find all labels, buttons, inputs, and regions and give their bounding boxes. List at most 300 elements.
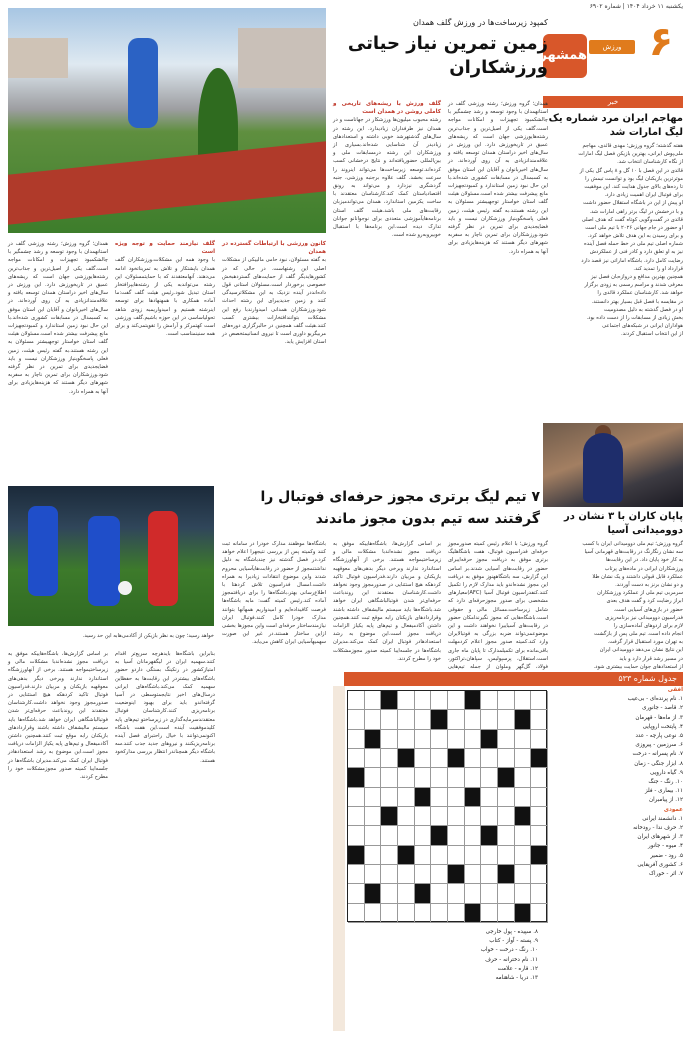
crossword-cell[interactable] [431,846,448,865]
text-line: به شهرهای دیگر هستند که هزینه‌های [448,232,549,247]
football-photo [8,486,214,626]
text-line: فدراسیون فوتبال تاکید کرده [8,683,108,699]
crossword-cell[interactable] [398,768,415,787]
crossword-cell[interactable] [348,691,365,710]
text-line: با وجود همه این مشکلات، [152,257,215,264]
crossword-cell[interactable] [398,826,415,845]
text-line: معیارهای مشخصی برای صدور مجوز [448,590,548,605]
crossword-cell[interactable] [365,826,382,845]
crossword-cell[interactable] [415,846,432,865]
crossword-cell[interactable] [365,710,382,729]
text-line: باشگاه‌ها باید سیستم مالی [8,716,109,731]
text-line: برگزاری دوره‌های مربیگری [222,323,326,338]
text-line: سرمربی تیم ملی از عملکرد ورزشکاران [596,590,683,597]
text-line: رشد خوبی داشته و استعدادهای زیادی [333,133,441,149]
crossword-cell[interactable] [365,807,382,826]
crossword-cell[interactable] [498,865,515,884]
text-line: باشگاه‌ها باید سیستم مالی [376,606,433,613]
text-line: به تهران مورد استقبال قرار گرفت. [607,639,683,646]
crossword-cell[interactable] [448,865,465,884]
crossword-cell[interactable] [381,768,398,787]
text-line: همچنین داشتن آکادمی [8,733,108,748]
column-subhead: گلف نیازمند حمایت و توجه ویژه است [115,241,215,256]
crossword-cell[interactable] [498,710,515,729]
crossword-cell[interactable] [415,730,432,749]
article-column-1 [448,100,548,472]
crossword-cell[interactable] [398,807,415,826]
crossword-cell[interactable] [415,788,432,807]
crossword-cell[interactable] [381,691,398,710]
crossword-cell[interactable] [348,749,365,768]
crossword-cell[interactable] [381,730,398,749]
crossword-cell[interactable] [448,904,465,923]
crossword-cell[interactable] [465,749,482,768]
crossword-cell[interactable] [365,884,382,903]
crossword-cell[interactable] [415,807,432,826]
text-line: معتقدند که با حمایت [144,273,188,280]
text-line: دیگر گلف از حمایت‌های گسترده [233,273,308,280]
text-line: ورزشی جهان است که ریشه‌های عمیق در تاریخ [8,273,108,289]
crossword-cell[interactable] [465,788,482,807]
side-body-1 [543,142,683,414]
article-column-5 [8,240,108,472]
crossword-cell[interactable] [515,904,532,923]
text-line: ورزشگاه استاندارد ندارند و [8,667,108,682]
text-line: و برای رسیدن به این هدف تلاش خواهد کرد. [587,233,683,240]
text-line: از استعدادهای جوان حمایت بیشتری شود. [593,663,683,670]
crossword-cell[interactable] [415,884,432,903]
crossword-cell[interactable] [515,710,532,729]
crossword-cell[interactable] [481,730,498,749]
text-line: برای فصل آینده برنامه‌ریزی [115,733,215,748]
text-line: وضعیت برنامه‌ریزی کنند. [115,700,215,715]
crossword-cell[interactable] [498,884,515,903]
crossword-cell[interactable] [381,826,398,845]
text-line: خواهد شد. کارشناسان عملکرد قائدی را [597,290,683,297]
article-title: زمین تمرین نیاز حیاتی ورزشکاران [347,33,548,78]
clue-item: ۱۲. قاره - علامت [497,965,538,972]
crossword-cell[interactable] [348,788,365,807]
crossword-cell[interactable] [465,710,482,729]
text-line: رشته محبوب میلیون‌ها ورزشکار در جهان [354,117,441,124]
text-line: مجوز آماده کند. [222,590,326,605]
crossword-cell[interactable] [431,730,448,749]
text-line: که هیچ استثنایی در صدور [373,582,431,589]
text-line: مسئولان استانی قول داده‌اند [222,282,326,297]
crossword-cell[interactable] [448,691,465,710]
text-line: مدیران باشگاه‌ها در جلسه‌ای [8,757,108,772]
text-line: استان همدان توسعه یافته و علاقه‌مندان [448,150,548,165]
crossword-cell[interactable] [415,826,432,845]
crossword-cell[interactable] [415,691,432,710]
crossword-cell[interactable] [348,807,365,826]
text-line: با این حال نبود زمین استاندارد و کمبود [448,174,548,190]
crossword-cell[interactable] [348,846,365,865]
crossword-cell[interactable] [431,788,448,807]
text-line: ورزشکاران همدانی امیدوارند [247,306,315,313]
crossword-cell[interactable] [398,904,415,923]
crossword-side-strip [333,686,345,1031]
text-line: بخش زیادی از مسابقات را از دست داده بود. [586,314,683,321]
crossword-cell[interactable] [498,807,515,826]
crossword-cell[interactable] [398,846,415,865]
crossword-cell[interactable] [448,884,465,903]
text-line: معرفی شدند و مراسم رسمی به زودی برگزار [584,282,683,289]
crossword-cell[interactable] [381,788,398,807]
crossword-cell[interactable] [348,710,365,729]
text-line: این نتایج نشان می‌دهد دوومیدانی ایران [599,647,683,654]
crossword-cell[interactable] [365,865,382,884]
crossword-cell[interactable] [498,788,515,807]
news-tag: خبر [543,96,683,108]
crossword-cell[interactable] [515,691,532,710]
crossword-cell[interactable] [498,749,515,768]
crossword-cell[interactable] [481,826,498,845]
crossword-cell[interactable] [481,749,498,768]
text-line: و داوری است تا نیروی انسانی [247,331,311,338]
text-line: و تیم‌های پایه کلید [115,716,215,731]
crossword-cell[interactable] [415,904,432,923]
text-line: گلف ورزشی است که [115,314,215,330]
text-line: پرافتخار استان تبدیل شود. [115,282,215,297]
crossword-cell[interactable] [448,710,465,729]
clue-item: ۵. نوعی پارچه - عدد [635,733,683,740]
crossword-cell[interactable] [415,749,432,768]
football-column-3 [222,540,326,1030]
text-line: رشته هستیم و امیدواریم [150,306,211,313]
text-line: تجهیزات مانع پیشرفت بیشتر شده است. [8,323,109,338]
crossword-cell[interactable] [515,884,532,903]
text-line: بر اساس این گزارش، سه باشگاه [448,565,548,580]
text-line: او در فصل گذشته به دلیل مصدومیت [603,306,683,313]
crossword-cell[interactable] [448,788,465,807]
crossword-cell[interactable] [448,749,465,768]
crossword-cell[interactable] [348,904,365,923]
crossword-header [344,672,683,686]
crossword-cell[interactable] [398,788,415,807]
text-line: ایران وارد کند. [448,631,548,646]
text-line: باعث حرفه‌ای‌تر شدن فوتبال [8,708,108,723]
crossword-cell[interactable] [448,807,465,826]
crossword-cell[interactable] [381,749,398,768]
text-line: سهمیه ایران در لیگ [155,659,206,666]
crossword-cell[interactable] [381,846,398,865]
text-line: سه باشگاه دیگر همچنان [115,741,215,756]
crossword-title: جدول شماره ۵۳۳ [618,674,677,683]
crossword-cell[interactable] [481,865,498,884]
crossword-cell[interactable] [481,807,498,826]
crossword-cell[interactable] [365,846,382,865]
crossword-cell[interactable] [515,865,532,884]
text-line: را اعلام خواهد کرد. [222,549,326,564]
crossword-cell[interactable] [515,788,532,807]
text-line: مدارک تا پایان ماه جاری است. [448,647,548,662]
crossword-cell[interactable] [481,846,498,865]
text-line: در فوتبال ایران کمک می‌کند. [8,749,108,764]
text-line: دارد. این رشته در سال‌های گذشته [333,125,441,140]
crossword-cell[interactable] [431,749,448,768]
text-line: موفقیت آینده است. [156,724,207,731]
text-line: آسیایی ایران کاهش می‌یابد. [252,639,313,646]
text-line: و دو نشان برنز به دست آوردند. [615,581,683,588]
crossword-cell[interactable] [481,691,498,710]
newspaper-logo: همشهری [543,34,587,78]
crossword-cell[interactable] [398,749,415,768]
column-subhead: کانون ورزشی با ارتباطات گسترده در همدان [222,241,326,256]
crossword-cell[interactable] [365,768,382,787]
clue-item: ۱۲. از پیامبران [649,797,683,804]
text-line: جدیدی برای تمرین در نظر گرفته شود. [448,224,548,239]
text-line: داده‌ایم و امیدواریم همه [244,606,301,613]
crossword-cell[interactable] [465,691,482,710]
text-line: رضایت کامل دارد. باشگاه اماراتی نیز قصد دارد [581,257,683,264]
text-line: حضور در بازی‌های آسیایی است. [613,606,683,613]
crossword-cell[interactable] [365,749,382,768]
text-line: را کامل کنند. [254,614,296,621]
column-subhead: گلف ورزش با ریشه‌های تاریخی و کاملی روشن در همدان است [333,101,441,116]
crossword-cell[interactable] [348,884,365,903]
crossword-cell[interactable] [431,710,448,729]
crossword-cell[interactable] [448,846,465,865]
crossword-cell[interactable] [398,710,415,729]
text-line: خود هستند. [115,749,215,764]
text-line: کارشناسان معتقدند با ساخت یک [333,191,441,206]
text-line: استقلال، پرسپولیس، سپاهان، [464,655,536,662]
text-line: می‌تواند ضربه بزرگی به فوتبال [457,631,533,638]
crossword-cell[interactable] [348,730,365,749]
crossword-cell[interactable] [381,904,398,923]
crossword-cell[interactable] [498,904,515,923]
text-line: ملی‌پوش ایرانی، بهترین بازیکن فصل لیگ امارات [578,151,683,158]
text-line: روند را سرعت بخشد. گلف علاوه بر [333,166,441,181]
crossword-cell[interactable] [381,807,398,826]
text-line: در مسیر رشد قرار دارد و باید [619,655,683,662]
clue-item: ۴. میوه - جانور [648,843,683,850]
text-line: گروه ورزش؛ با اعلام رئیس کمیته صدور [459,541,548,547]
text-line: هرچه سریع‌تر اقدام کنند. [115,651,215,666]
crossword-cell[interactable] [348,768,365,787]
clue-heading: افقی [667,687,683,693]
crossword-cell[interactable] [381,710,398,729]
crossword-cell[interactable] [365,904,382,923]
text-line: مسئولان هیئت گلف استان خواستار توجه [8,331,108,346]
crossword-cell[interactable] [398,884,415,903]
text-line: ورزش دارد. این ورزش در سال‌های اخیر در [8,282,108,297]
text-line: ملوان از جمله تیم‌هایی [448,664,509,671]
text-line: را در سامانه ثبت کنند و [222,541,327,556]
crossword-cell[interactable] [348,826,365,845]
crossword-cell[interactable] [398,691,415,710]
text-line: انجام داده است. تیم ملی پس از بازگشت [594,631,683,638]
text-line: آموزشی متعددی برای نوجوانان [353,215,423,222]
crossword-cell[interactable] [465,846,482,865]
text-line: با مشکلات مالی و زیرساختی [333,549,441,564]
football-column-4 [115,650,215,1030]
text-line: به شهرهای دیگر هستند که هزینه‌های [8,372,109,387]
crossword-cell[interactable] [515,846,532,865]
clue-item: ۶. کشوری آفریقایی [637,861,683,868]
crossword-cell[interactable] [498,826,515,845]
crossword-cell[interactable] [498,768,515,787]
crossword-cell[interactable] [515,807,532,826]
text-line: قائدی در گفت‌وگویی کوتاه گفت که هدف اصلی [581,216,683,223]
crossword-cell[interactable] [515,826,532,845]
text-line: مشکلات خود را مطرح کردند. [333,647,441,662]
text-line: این مجوزها بخشی از [222,623,326,638]
text-line: ورزشکاران برای تمرین ناچار به سفر [452,232,537,239]
crossword-cell[interactable] [431,807,448,826]
text-line: را به همراه داشت. [222,573,326,589]
crossword-cell[interactable] [431,865,448,884]
clue-item: ۹. پسته - آواز - کتاب [489,938,538,945]
text-line: شماره اصلی تیم ملی در خط حمله فصل آینده [584,241,683,248]
crossword-cell[interactable] [465,826,482,845]
text-line: افتخارات بیشتری کسب کنند. [222,314,326,330]
football-column-2 [333,540,441,666]
text-line: باشگاه به دلیل نداشتن [222,557,326,572]
text-line: کنند و نیروهای جدید جذب کنند. [122,741,194,748]
text-line: قرارداد او را تمدید کند. [633,265,683,272]
text-line: با رفع این مشکلات بتوانند [222,306,327,321]
crossword-cell[interactable] [481,904,498,923]
crossword-cell[interactable] [431,826,448,845]
text-line: این موضوع به رشد استعدادها [333,631,441,646]
text-line: فعال و تیم‌های پایه یکی [47,741,96,748]
text-line: ساختار حرفه‌ای است و [261,623,312,630]
crossword-cell[interactable] [515,768,532,787]
crossword-cell[interactable] [398,730,415,749]
crossword-cell[interactable] [498,846,515,865]
text-line: زیادی به آن روی آورده‌اند. در سال‌های اخیر [8,298,108,313]
crossword-cell[interactable] [365,691,382,710]
crossword-clues [545,686,683,1031]
text-line: می‌توانند با خیال راحت [153,733,206,740]
text-line: بسیاری از ورزشکاران این رشته در [333,142,441,157]
text-line: هیئت گلف استان برنامه‌های [333,207,441,222]
text-line: تا با اطلاع‌رسانی بهتر، [222,582,327,597]
text-line: آنها بتوانند مدارک خود [222,606,327,621]
crossword-cell[interactable] [431,884,448,903]
text-line: فوتبال ایران نیازمند [222,614,326,630]
clue-item: ۳. از شهرهای ایران [637,834,683,841]
crossword-cell[interactable] [515,749,532,768]
text-line: این موضوع انتقادات زیادی [249,573,309,580]
crossword-cell[interactable] [415,865,432,884]
text-line: به گفته رئیس هیئت، زمین فعلی پاسخگوی [448,207,548,222]
crossword-cell[interactable] [481,710,498,729]
text-line: تراکتور، فولاد، گل‌گهر و [448,655,549,671]
text-line: از الزامات دریافت مجوز است. [8,741,109,756]
clue-item: ۳. از ماه‌ها - قهرمان [635,714,683,721]
crossword-cell[interactable] [448,768,465,787]
text-line: جنبه ورزشی، جنبه گردشگری نیز [333,174,441,190]
crossword-cell[interactable] [431,904,448,923]
text-line: ورزشگاه استاندارد ندارند و [333,557,441,572]
text-line: مواجه هستند. برخی از آنها [27,667,89,674]
crossword-cell[interactable] [448,730,465,749]
text-line: مسئولان هیئت گلف استان خواستار توجه [448,191,548,206]
text-line: از نگاه کارشناسان انتخاب شد. [617,159,683,166]
crossword-cell[interactable] [448,826,465,845]
crossword-cell[interactable] [365,730,382,749]
text-line: همچنین داشتن آکادمی [333,614,441,630]
clue-item: ۱۱. بیماری - فلز [644,788,683,795]
crossword-cell[interactable] [431,691,448,710]
crossword-cell[interactable] [465,768,482,787]
crossword-cell[interactable] [415,710,432,729]
text-line: همدان؛ گروه ورزش؛ رشته ورزشی گلف در استان [8,241,108,256]
text-line: ورزشکاران گلف همدان با [115,257,215,272]
photo-caption [8,632,214,640]
text-line: یکی از مشکلات اصلی این رشته [222,257,326,272]
text-line: مجوز حرفه‌ای فدراسیون فوتبال، هفت باشگاه [448,541,548,556]
text-line: همدان؛ گروه ورزش؛ رشته ورزشی گلف در استان [448,101,548,116]
text-line: و باید برای بهبود این [131,700,198,707]
section-label: ورزش [589,40,635,54]
crossword-cell[interactable] [465,807,482,826]
crossword-cell[interactable] [465,904,482,923]
crossword-cell[interactable] [381,884,398,903]
clue-item: ۴. پایتخت اروپایی [642,723,683,730]
athlete-photo [543,423,683,507]
text-line: رسیدگی کنند و زمین جدیدی [222,290,326,305]
crossword-cell[interactable] [381,865,398,884]
crossword-cell[interactable] [465,865,482,884]
crossword-cell[interactable] [465,730,482,749]
clue-item: ۶. سرزمین - پیروزی [635,742,683,749]
crossword-cell[interactable] [431,768,448,787]
text-line: و باید مدارک لازم را تکمیل کنند. [448,582,548,597]
text-line: بر اساس گزارش‌ها، باشگاه‌هایی [36,651,109,657]
text-line: به موقع ثبت کنند. [349,614,390,621]
text-line: نهادها برای توسعه این [115,298,215,313]
text-line: امکان حضور در رقابت‌های آسیایی [448,614,548,630]
crossword-cell[interactable] [465,884,482,903]
football-column-5 [8,650,108,1030]
crossword-cell[interactable] [481,884,498,903]
text-line: پشتکار و تلاش به تمرینات [137,265,196,272]
crossword-cell[interactable] [515,730,532,749]
text-line: مسئولان، این رشته می‌تواند [115,273,215,289]
crossword-cell[interactable] [398,865,415,884]
crossword-cell[interactable] [498,691,515,710]
crossword-cell[interactable] [498,730,515,749]
clue-item: ۲. قاصد - جانوری [642,705,683,712]
text-line: این سهمیه کمک می‌کند. [115,675,215,690]
crossword-cell[interactable] [415,768,432,787]
clue-item: ۸. ابزار جنگی - زمان [634,760,683,767]
crossword-cell[interactable] [481,788,498,807]
crossword-cell[interactable] [365,788,382,807]
text-line: لیگ برتری موفق به دریافت مجوز حرفه‌ای [448,549,548,564]
text-line: این ساختار هستند. [273,631,323,638]
football-title: ۷ تیم لیگ برتری مجوز حرفه‌ای فوتبال را گرفتند سه تیم بدون مجوز ماندند [260,489,540,527]
text-line: زمین استاندارد، همدان می‌تواند [347,199,420,206]
text-line: در غیر این صورت سهمیه [222,631,326,646]
text-line: قراردادهای بازیکنان را [8,724,109,740]
text-line: مسائل مالی و حقوقی است. [448,606,549,621]
text-line: با کمیته صدور مجوز [351,647,397,654]
crossword-cell[interactable] [348,865,365,884]
text-line: حرفه‌ای دارد که شامل زیرساخت، [448,598,549,613]
crossword-cell[interactable] [481,768,498,787]
text-line: نیاز ورزشکاران نیست و باید فضای [8,355,108,371]
text-line: می‌کند و برای همه سنین [115,323,215,338]
text-line: او پیش از این در باشگاه استقلال حضور داشت [583,200,683,207]
clue-item: ۸. سپیده - پول خارجی [485,929,538,935]
text-line: به بازیکنان و مربیان دارند. [333,565,442,580]
text-line: در این رقابت‌ها به حفظ [121,675,178,682]
